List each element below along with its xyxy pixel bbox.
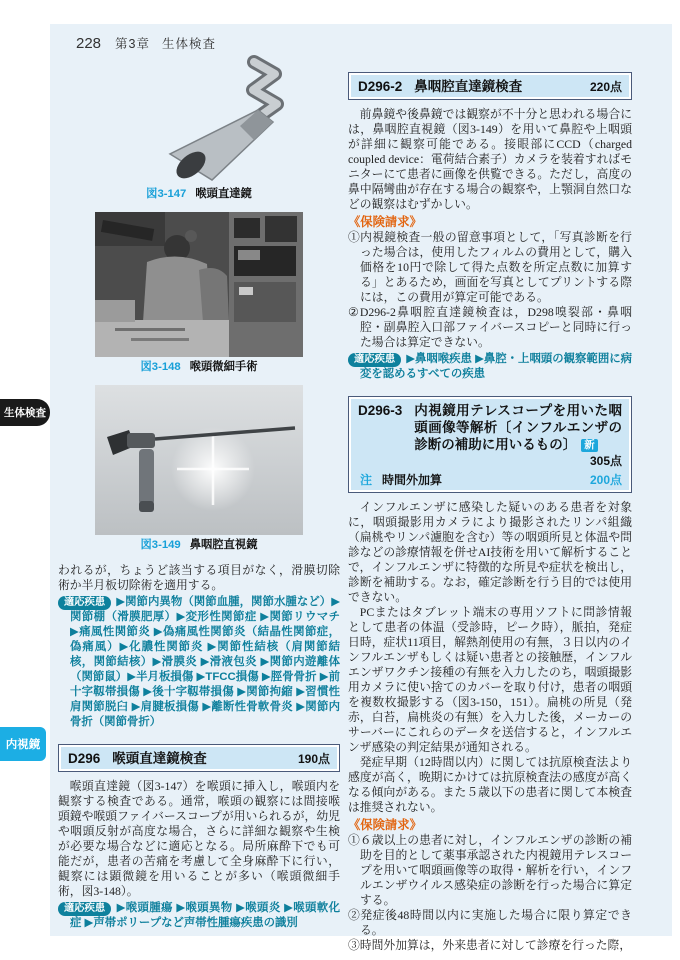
surgery-photo	[95, 212, 303, 357]
claim-item	[348, 833, 632, 908]
figure-caption-3-147	[58, 187, 340, 202]
section-code: D296-3	[358, 403, 403, 418]
d296-3-paragraph-2: PCまたはタブレット端末の専用ソフトに問診情報として患者の体温（受診時，ピーク時），脈拍，発症日時，症状11項目，解熱剤使用の有無，３日以内のインフルエンザもしくは疑い患者との接触歴，インフルエンザワクチン接種の有無を入力したのち，咽頭撮影用カメラに使い捨てのカバーを取り付け，患者の咽頭を複数枚撮影する（図3-150，151）。扁桃の所見（発赤，白苔，扁桃炎の有無）を入力した後，メーカーのサーバーにこれらのデータを送信すると，インフルエンザ感染の判定結果が通知される。	[348, 605, 632, 754]
claim-text: 時間外加算は，外来患者に対して診療を行った際，	[359, 938, 632, 952]
figure-name: 喉頭直達鏡	[195, 188, 252, 200]
figure-label: 図3-149	[140, 539, 181, 551]
laryngoscope-illustration	[58, 54, 340, 184]
note-text: 時間外加算	[382, 473, 443, 487]
claim-text: 発症後48時間以内に実施した場合に限り算定できる。	[360, 908, 632, 937]
claim-item	[348, 938, 632, 953]
d296-3-paragraph-1: インフルエンザに感染した疑いのある患者を対象に，咽頭撮影用カメラにより撮影されたリンパ組織（扁桃やリンパ濾胞を含む）等の咽頭所見と体温や問診などの診療情報を併せAI技術を用いて解析することで，インフルエンザに特徴的な所見や症状を検出し，診断を補助する。なお，確定診断を行う目的では使用できない。	[348, 500, 632, 604]
right-column	[348, 72, 632, 953]
left-column	[58, 54, 340, 931]
section-heading	[414, 402, 622, 470]
figure-label: 図3-148	[140, 361, 181, 373]
indication-block-d296	[58, 901, 340, 931]
claim-text: ６歳以上の患者に対し，インフルエンザの診断の補助を目的として薬事承認された内視鏡用テレスコープを用いて咽頭画像等の取得・解析を行い，インフルエンザウイルス感染症の診断を行った場合に算定する。	[359, 833, 632, 907]
figure-name: 鼻咽腔直視鏡	[189, 539, 258, 551]
side-tab-biotest	[0, 399, 50, 426]
note-points: 200点	[589, 473, 622, 487]
section-points: 305点	[589, 454, 622, 468]
section-heading: 喉頭直達鏡検査	[112, 751, 207, 766]
endoscope-photo	[95, 385, 303, 535]
figure-label: 図3-147	[146, 188, 187, 200]
indication-badge: 適応疾患	[58, 902, 111, 916]
fee-section-box-d296	[58, 744, 340, 772]
claim-marker: ①	[348, 833, 360, 847]
section-points: 190点	[297, 752, 330, 766]
claim-marker: ②	[348, 305, 360, 319]
insurance-claim-header: 《保険請求》	[348, 818, 422, 832]
side-tab-biotest-label: 生体検査	[4, 407, 46, 419]
claim-marker: ③	[348, 938, 360, 952]
claim-marker: ①	[348, 230, 361, 244]
claim-marker: ②	[348, 908, 361, 922]
d296-body-paragraph: 喉頭直達鏡（図3-147）を喉頭に挿入し，喉頭内を観察する検査である。通常，喉頭の観察には間接喉頭鏡や喉頭ファイバースコープが用いられるが，幼児や咽頭反射が高度な場合，さらに詳細な観察や生検が必要な場合などに適応となる。局所麻酔下でも可能だが，患者の苦痛を考慮して全身麻酔下に行い，観察には顕微鏡を用いることが多い（喉頭微細手術，図3-148）。	[58, 779, 340, 898]
figure-caption-3-149	[58, 538, 340, 553]
fee-section-box-d296-2	[348, 72, 632, 100]
figure-name: 喉頭微細手術	[189, 361, 258, 373]
section-code: D296-2	[358, 79, 403, 94]
section-heading: 鼻咽腔直達鏡検査	[414, 79, 523, 94]
figure-caption-3-148	[58, 360, 340, 375]
claim-item	[348, 230, 632, 305]
section-heading-text: 内視鏡用テレスコープを用いた咽頭画像等解析〔インフルエンザの診断の補助に用いるもの〕	[414, 403, 622, 452]
new-badge: 新	[581, 439, 598, 452]
carryover-paragraph: われるが，ちょうど該当する項目がなく，滑膜切除術か半月板切除術を適用する。	[58, 563, 340, 592]
side-tab-endoscope-label: 内視鏡	[5, 739, 41, 751]
page-header	[76, 34, 216, 52]
indication-badge: 適応疾患	[58, 596, 111, 610]
side-tab-endoscope	[0, 727, 46, 761]
indication-block-joint	[58, 595, 340, 730]
section-code: D296	[68, 751, 101, 766]
indication-block-d296-2	[348, 352, 632, 382]
claim-item	[348, 305, 632, 350]
d296-3-paragraph-3: 発症早期（12時間以内）に関しては抗原検査法より感度が高く，晩期にかけては抗原検査法の感度が高くなる傾向がある。また５歳以下の患者に関して本検査は推奨されない。	[348, 755, 632, 814]
fee-section-box-d296-3	[348, 396, 632, 493]
claim-text: 内視鏡検査一般の留意事項として，「写真診断を行った場合は，使用したフィルムの費用として，購入価格を10円で除して得た点数を所定点数に加算する」とあるため，画面を写真としてプリントする際には，この費用が算定可能である。	[360, 230, 632, 304]
indication-text: ▶喉頭腫瘍 ▶喉頭異物 ▶喉頭炎 ▶喉頭軟化症 ▶声帯ポリープなど声帯性腫瘍疾患の識別	[70, 902, 340, 929]
d296-2-body-paragraph: 前鼻鏡や後鼻鏡では観察が不十分と思われる場合には，鼻咽腔直視鏡（図3-149）を用いて鼻腔や上咽頭が詳細に観察可能である。接眼部にCCD（charged coupled device：電荷結合素子）カメラを装着すればモニターにて患者に画像を供覧できる。ただし，高度の鼻中隔彎曲が存在する場合の観察や，上顎洞自然口などの観察はむずかしい。	[348, 107, 632, 211]
indication-text: ▶関節内異物（関節血腫，関節水腫など）▶関節棚（滑膜肥厚）▶変形性関節症 ▶関節リウマチ ▶痛風性関節炎 ▶偽痛風性関節炎（結晶性関節症，偽痛風）▶化膿性関節炎 ▶関節性結核（肩関節結核，関節結核）▶滑膜炎 ▶滑液包炎 ▶関節内遊離体（関節鼠）▶半月板損傷 ▶TFCC損傷 ▶脛骨骨折 ▶前十字靱帯損傷 ▶後十字靱帯損傷 ▶関節拘縮 ▶習慣性肩関節脱臼 ▶肩腱板損傷 ▶離断性骨軟骨炎 ▶関節内骨折（関節骨折）	[70, 596, 340, 728]
claim-item	[348, 908, 632, 938]
page-number: 228	[76, 35, 102, 52]
figure-3-147	[58, 54, 340, 184]
claim-text: D296-2鼻咽腔直達鏡検査は，D298嗅裂部・鼻咽腔・副鼻腔入口部ファイバースコピーと同時に行った場合は算定できない。	[359, 305, 632, 349]
indication-text: ▶鼻咽喉疾患 ▶鼻腔・上咽頭の観察範囲に病変を認めるすべての疾患	[360, 353, 632, 380]
note-label: 注	[360, 473, 373, 487]
section-points: 220点	[589, 80, 622, 94]
note-row	[358, 473, 622, 488]
indication-badge: 適応疾患	[348, 353, 401, 367]
section-title: 生体検査	[161, 37, 216, 51]
insurance-claim-header: 《保険請求》	[348, 215, 422, 229]
chapter-title: 第3章	[115, 37, 150, 51]
